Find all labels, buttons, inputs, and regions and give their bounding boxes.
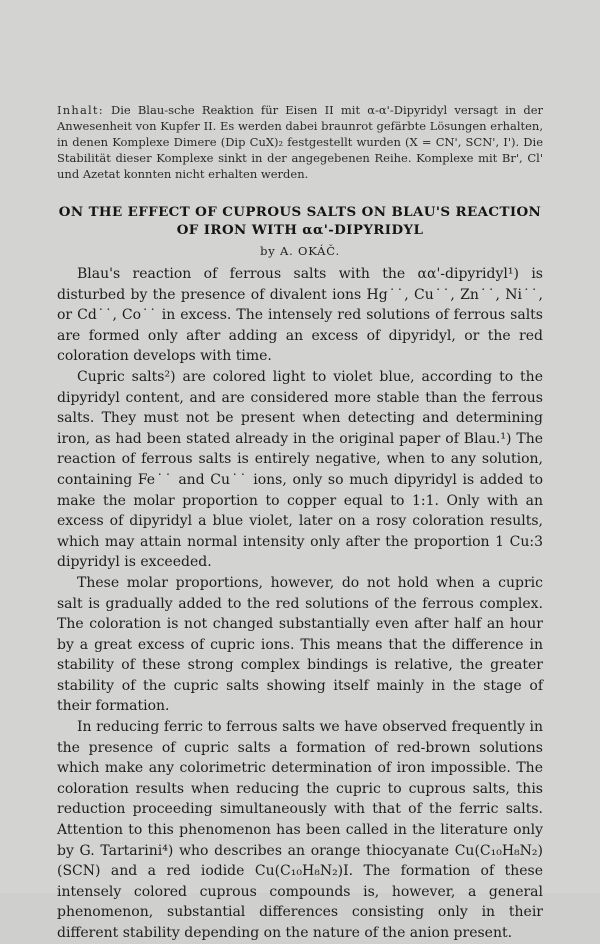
paragraph-4: In reducing ferric to ferrous salts we have observed frequently in the presence of cupric salts a formation of red-brown solutions which make any colorimetric determination of iron impossible. The coloration results when reducing the cupric to cuprous salts, this reduction proceeding simultaneously with that of the ferric salts. Attention to this phenomenon has been called in the literature only by G. Tartarini⁴) who describes an orange thiocyanate Cu(C₁₀H₈N₂)(SCN) and a red iodide Cu(C₁₀H₈N₂)I. The formation of these intensely colored cuprous compounds is, however, a general phenomenon, substantial differences consisting only in their different stability depending on the nature of the anion present. (57, 719, 543, 941)
title-line-2: OF IRON WITH αα'-DIPYRIDYL (176, 222, 424, 238)
paragraph-3: These molar proportions, however, do not hold when a cupric salt is gradually added to the red solutions of the ferrous complex. The coloration is not changed substantially even after half an hour by a great excess of cupric ions. This means that the difference in stability of these strong complex bindings is relative, the greater stability of the cupric salts showing itself mainly in the stage of their formation. (57, 574, 543, 715)
paragraph-1: Blau's reaction of ferrous salts with the αα'-dipyridyl¹) is disturbed by the presence of divalent ions Hg˙˙, Cu˙˙, Zn˙˙, Ni˙˙, or Cd˙˙, Co˙˙ in excess. The intensely red solutions of ferrous salts are formed only after adding an excess of dipyridyl, or the red coloration develops with time. (57, 266, 543, 365)
abstract-text: Die Blau-sche Reaktion für Eisen II mit α-α'-Dipyridyl versagt in der Anwesenheit von Kupfer II. Es werden dabei braunrot gefärbte Lösungen erhalten, in denen Komplexe Dimere (Dip CuX)₂ festgestellt wurden (X = CN', SCN', I'). Die Stabilität dieser Komplexe sinkt in der angegebenen Reihe. Komplexe mit Br', Cl' und Azetat konnten nicht erhalten werden. (57, 103, 543, 181)
article-title (57, 203, 543, 239)
title-line-1: ON THE EFFECT OF CUPROUS SALTS ON BLAU'S REACTION (58, 204, 542, 220)
article-body (57, 264, 543, 944)
author-byline: by A. OKÁČ. (260, 244, 340, 258)
abstract (57, 102, 543, 182)
abstract-lead: Inhalt: (57, 103, 104, 117)
paragraph-2: Cupric salts²) are colored light to violet blue, according to the dipyridyl content, and are considered more stable than the ferrous salts. They must not be present when detecting and determining iron, as had been stated already in the original paper of Blau.¹) The reaction of ferrous salts is entirely negative, when to any solution, containing Fe˙˙ and Cu˙˙ ions, only so much dipyridyl is added to make the molar proportion to copper equal to 1:1. Only with an excess of dipyridyl a blue violet, later on a rosy coloration results, which may attain normal intensity only after the proportion 1 Cu:3 dipyridyl is exceeded. (57, 368, 543, 571)
